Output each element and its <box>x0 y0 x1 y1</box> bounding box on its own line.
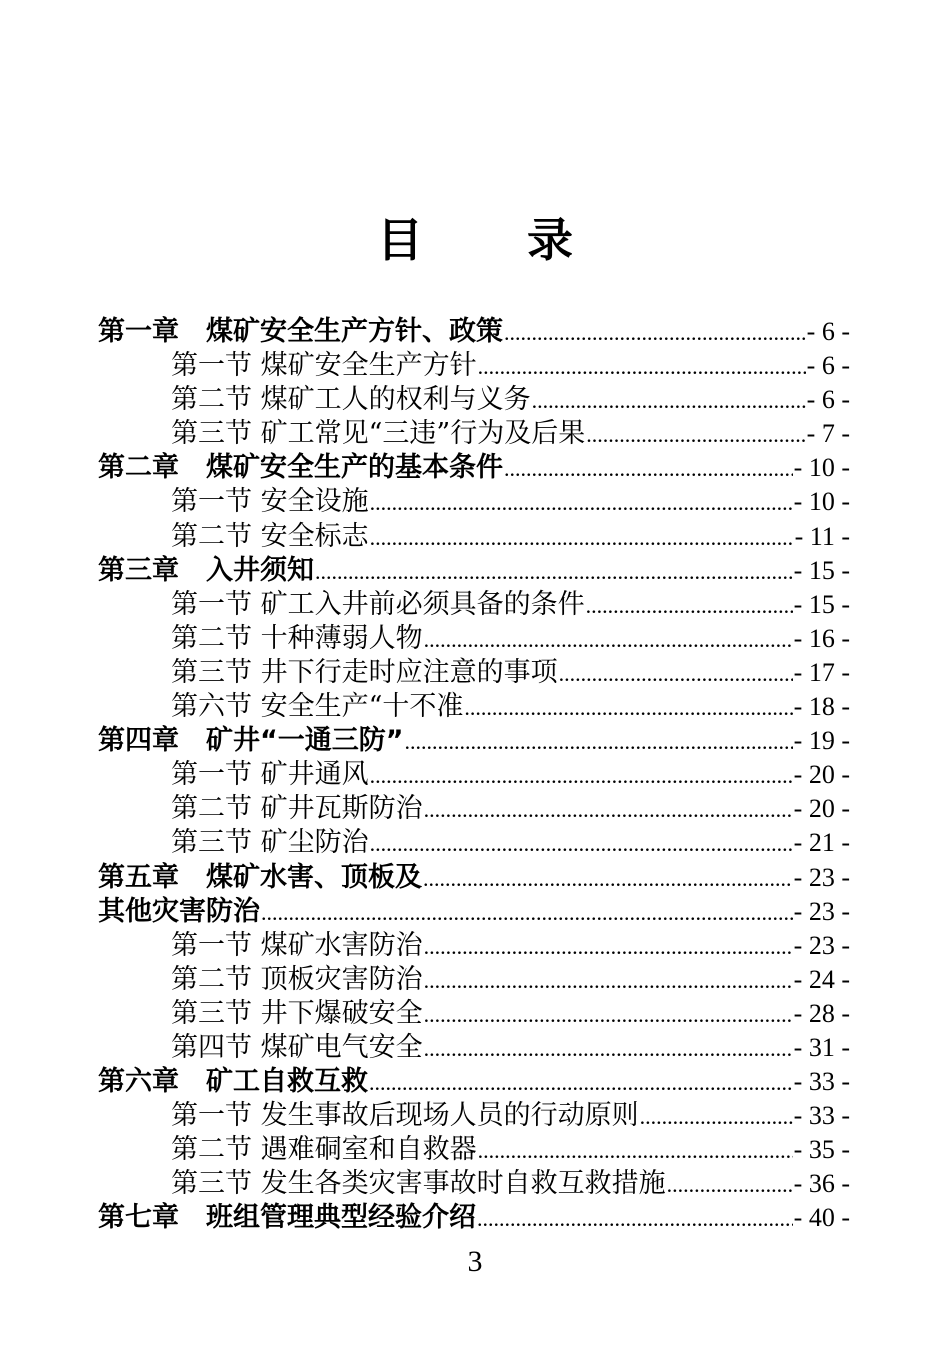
dot-leader <box>424 1032 793 1066</box>
toc-chapter-entry <box>98 1201 850 1235</box>
toc-entry-label: 第三章 入井须知 <box>98 554 314 586</box>
toc-entry-page: - 6 - <box>806 385 850 415</box>
toc-entry-label: 第五章 煤矿水害、顶板及 <box>98 861 422 893</box>
toc-section-entry <box>98 383 850 417</box>
toc-section-entry <box>98 690 850 724</box>
toc-entry-label: 第一节 煤矿安全生产方针 <box>171 350 477 382</box>
toc-entry-label: 第三节 井下行走时应注意的事项 <box>171 656 558 688</box>
dot-leader <box>477 1202 793 1236</box>
toc-entry-label: 第二节 顶板灾害防治 <box>171 963 423 995</box>
toc-entry-page: - 21 - <box>793 828 850 858</box>
toc-chapter-entry <box>98 724 850 758</box>
toc-section-entry <box>98 826 850 860</box>
toc-entry-page: - 7 - <box>806 419 850 449</box>
toc-section-entry <box>98 997 850 1031</box>
toc-entry-page: - 10 - <box>793 453 850 483</box>
dot-leader <box>424 793 793 827</box>
toc-chapter-entry <box>98 861 850 895</box>
toc-section-entry <box>98 622 850 656</box>
toc-entry-label: 第一节 煤矿水害防治 <box>171 929 423 961</box>
toc-entry-label: 第二节 遇难硐室和自救器 <box>171 1134 477 1166</box>
dot-leader <box>423 862 793 896</box>
toc-entry-page: - 15 - <box>793 555 850 585</box>
toc-chapter-entry <box>98 554 850 588</box>
toc-entry-label: 第二章 煤矿安全生产的基本条件 <box>98 452 503 484</box>
table-of-contents <box>98 315 850 1236</box>
dot-leader <box>424 623 793 657</box>
toc-section-entry <box>98 520 850 554</box>
toc-entry-label: 第三节 井下爆破安全 <box>171 997 423 1029</box>
dot-leader <box>315 555 793 589</box>
toc-entry-page: - 40 - <box>793 1203 850 1233</box>
toc-entry-label: 第一节 矿井通风 <box>171 759 369 791</box>
dot-leader <box>424 930 793 964</box>
toc-entry-label: 第四章 矿井“一通三防” <box>98 725 404 757</box>
dot-leader <box>370 759 793 793</box>
dot-leader <box>424 998 793 1032</box>
dot-leader <box>586 418 805 452</box>
toc-entry-page: - 19 - <box>793 726 850 756</box>
toc-entry-page: - 23 - <box>793 930 850 960</box>
toc-entry-page: - 23 - <box>793 862 850 892</box>
dot-leader <box>504 316 806 350</box>
toc-section-entry <box>98 656 850 690</box>
toc-entry-page: - 18 - <box>793 692 850 722</box>
toc-entry-label: 第二节 矿井瓦斯防治 <box>171 793 423 825</box>
toc-chapter-entry <box>98 895 850 929</box>
toc-entry-page: - 35 - <box>793 1135 850 1165</box>
toc-entry-page: - 17 - <box>793 657 850 687</box>
toc-entry-label: 第一节 矿工入井前必须具备的条件 <box>171 588 585 620</box>
dot-leader <box>261 896 793 930</box>
toc-entry-label: 第三节 矿工常见“三违”行为及后果 <box>171 418 586 450</box>
page-number: 3 <box>467 1245 483 1278</box>
toc-entry-page: - 16 - <box>793 623 850 653</box>
dot-leader <box>370 521 794 555</box>
toc-chapter-entry <box>98 1065 850 1099</box>
toc-section-entry <box>98 1031 850 1065</box>
toc-entry-label: 第二节 安全标志 <box>171 520 369 552</box>
toc-entry-page: - 6 - <box>806 351 850 381</box>
toc-entry-page: - 6 - <box>806 317 850 346</box>
dot-leader <box>424 964 793 998</box>
toc-section-entry <box>98 1167 850 1201</box>
toc-entry-label: 第三节 发生各类灾害事故时自救互救措施 <box>171 1168 666 1200</box>
toc-chapter-entry <box>98 451 850 485</box>
toc-chapter-entry <box>98 315 850 349</box>
toc-entry-page: - 10 - <box>793 487 850 517</box>
toc-entry-page: - 23 - <box>793 896 850 926</box>
toc-section-entry <box>98 485 850 519</box>
toc-entry-label: 第七章 班组管理典型经验介绍 <box>98 1202 476 1234</box>
toc-section-entry <box>98 792 850 826</box>
toc-entry-label: 第四节 煤矿电气安全 <box>171 1031 423 1063</box>
dot-leader <box>464 691 792 725</box>
page-title: 目 录 <box>376 213 617 267</box>
toc-section-entry <box>98 1099 850 1133</box>
toc-entry-label: 第六节 安全生产“十不准 <box>171 691 464 723</box>
toc-entry-page: - 11 - <box>794 521 850 551</box>
toc-section-entry <box>98 588 850 622</box>
toc-entry-label: 第一章 煤矿安全生产方针、政策 <box>98 316 503 347</box>
dot-leader <box>478 350 806 384</box>
dot-leader <box>532 384 806 418</box>
toc-entry-label: 第二节 煤矿工人的权利与义务 <box>171 384 531 416</box>
toc-entry-page: - 20 - <box>793 760 850 790</box>
dot-leader <box>559 657 793 691</box>
toc-entry-page: - 31 - <box>793 1032 850 1062</box>
toc-section-entry <box>98 963 850 997</box>
toc-section-entry <box>98 349 850 383</box>
toc-entry-label: 第三节 矿尘防治 <box>171 827 369 859</box>
dot-leader <box>586 589 793 623</box>
toc-entry-page: - 20 - <box>793 794 850 824</box>
toc-entry-label: 第六章 矿工自救互救 <box>98 1066 368 1098</box>
dot-leader <box>478 1134 793 1168</box>
dot-leader <box>667 1168 793 1202</box>
dot-leader <box>370 486 793 520</box>
toc-entry-label: 第二节 十种薄弱人物 <box>171 622 423 654</box>
toc-section-entry <box>98 758 850 792</box>
toc-entry-label: 第一节 安全设施 <box>171 486 369 518</box>
toc-section-entry <box>98 929 850 963</box>
toc-section-entry <box>98 417 850 451</box>
toc-entry-label: 其他灾害防治 <box>98 895 260 927</box>
toc-entry-page: - 28 - <box>793 998 850 1028</box>
dot-leader <box>640 1100 793 1134</box>
toc-entry-page: - 15 - <box>793 589 850 619</box>
dot-leader <box>504 452 793 486</box>
toc-entry-page: - 33 - <box>793 1067 850 1097</box>
dot-leader <box>370 827 793 861</box>
dot-leader <box>405 725 793 759</box>
toc-entry-page: - 36 - <box>793 1169 850 1199</box>
toc-entry-page: - 33 - <box>793 1101 850 1131</box>
toc-entry-page: - 24 - <box>793 964 850 994</box>
toc-entry-label: 第一节 发生事故后现场人员的行动原则 <box>171 1100 639 1132</box>
toc-section-entry <box>98 1133 850 1167</box>
dot-leader <box>369 1066 793 1100</box>
